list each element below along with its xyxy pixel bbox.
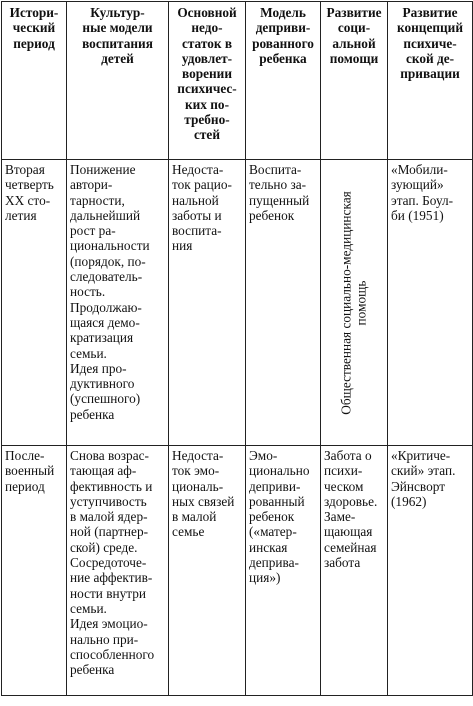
text-line: Развитие [326, 5, 382, 20]
text-line: Продолжаю- [70, 299, 142, 315]
text-line: рованный [249, 493, 305, 509]
text-line: ния [172, 238, 193, 254]
text-line: деприви- [255, 20, 311, 36]
table-row [2, 160, 473, 446]
deprivation-history-table [1, 1, 473, 696]
text-line: кратизация [70, 330, 134, 346]
text-line: автори- [70, 177, 113, 193]
text-line: Культур- [90, 5, 145, 20]
header-cultural-models [67, 2, 169, 160]
text-line: нальной [172, 192, 219, 208]
text-line: ность. [70, 284, 106, 300]
text-line: статок в [181, 35, 233, 51]
text-line: рост ра- [70, 223, 116, 239]
text-line: тельно за- [249, 177, 307, 193]
header-child-model [246, 2, 321, 160]
cell-social-help [321, 446, 388, 696]
cell-concepts [388, 160, 473, 446]
text-line: Эмо- [249, 448, 278, 463]
text-line: период [13, 35, 55, 51]
text-line: в малой [172, 509, 217, 525]
header-social-help [321, 2, 388, 160]
text-line: психи- [324, 463, 363, 479]
text-line: ческий [12, 20, 56, 36]
text-line: концепций [396, 20, 463, 36]
text-line: в малой ядер- [70, 509, 148, 525]
text-line: деприви- [249, 478, 301, 494]
text-line: Вторая [5, 162, 45, 177]
text-line: ные модели [82, 20, 153, 36]
text-line: Эйнсворт [391, 478, 446, 494]
cell-social-help-vertical [321, 160, 388, 446]
text-line: помощь [354, 280, 369, 325]
text-line: циональности [70, 238, 150, 254]
header-concepts [388, 2, 473, 160]
text-line: Основной [177, 5, 237, 20]
text-line: альной [332, 35, 376, 51]
text-line: способленного [70, 646, 155, 662]
text-line: тающая аф- [70, 463, 137, 479]
text-line: рованного [252, 35, 314, 51]
text-line: ребенка [70, 406, 115, 422]
text-line: военный [5, 463, 55, 479]
text-line: период [5, 478, 45, 494]
social-help-vertical-text [339, 191, 370, 414]
text-line: «Мобили- [391, 162, 448, 177]
text-line: стей [194, 127, 220, 143]
header-period [2, 2, 67, 160]
text-line: ние аффектив- [70, 570, 153, 586]
text-line: ский» этап. [391, 463, 456, 479]
text-line: Развитие [402, 5, 458, 20]
text-line: ких по- [184, 96, 230, 112]
text-line: забота [324, 555, 361, 571]
text-line: детей [101, 50, 134, 66]
text-line: зующий» [391, 177, 444, 193]
text-line: психиче- [403, 35, 457, 51]
text-line: семьи. [70, 600, 107, 616]
text-line: удовлет- [181, 50, 233, 66]
text-line: семье [172, 524, 205, 540]
table-row [2, 446, 473, 696]
cell-period [2, 446, 67, 696]
text-line: Сосредоточе- [70, 555, 147, 571]
text-line: (успешного) [70, 391, 141, 407]
text-line: летия [5, 207, 37, 223]
text-line: Недоста- [172, 448, 224, 463]
text-line: ных связей [172, 493, 235, 509]
text-line: пущенный [249, 192, 310, 208]
text-line: заботы и [172, 207, 222, 223]
text-line: Идея про- [70, 360, 127, 376]
text-line: Истори- [9, 5, 59, 20]
text-line: щаяся демо- [70, 314, 140, 330]
text-line: соци- [337, 20, 371, 36]
text-line: ной (партнер- [70, 524, 149, 540]
cell-main-deficit [169, 160, 246, 446]
cell-child-model [246, 160, 321, 446]
text-line: ности внутри [70, 585, 147, 601]
text-line: ской) среде. [70, 539, 138, 555]
text-line: уступчивость [70, 493, 147, 509]
text-line: помощи [329, 50, 379, 66]
text-line: ворении [181, 66, 233, 82]
text-line: дальнейший [70, 207, 141, 223]
text-line: Снова возрас- [70, 448, 149, 463]
text-line: («матер- [249, 524, 297, 540]
cell-concepts [388, 446, 473, 696]
text-line: XX сто- [5, 192, 51, 208]
text-line: психичес- [177, 81, 237, 97]
text-line: следователь- [70, 269, 143, 285]
text-line: ток рацио- [172, 177, 232, 193]
text-line: здоровье. [324, 493, 378, 509]
text-line: ской де- [405, 50, 455, 66]
text-line: Понижение [70, 162, 136, 177]
text-line: дуктивного [70, 376, 135, 392]
text-line: ческом [324, 478, 364, 494]
text-line: фективность и [70, 478, 153, 494]
text-line: деприва- [249, 555, 299, 571]
text-line: ция») [249, 570, 281, 586]
text-line: Идея эмоцио- [70, 616, 148, 632]
text-line: семьи. [70, 345, 107, 361]
text-line: привации [400, 66, 460, 82]
cell-child-model [246, 446, 321, 696]
text-line: ребенка [70, 662, 115, 678]
table-header-row [2, 2, 473, 160]
text-line: циональ- [172, 478, 224, 494]
text-line: «Критиче- [391, 448, 451, 463]
text-line: ребенка [259, 50, 307, 66]
text-line: воспита- [172, 223, 222, 239]
text-line: воспитания [82, 35, 153, 51]
text-line: требно- [184, 112, 230, 128]
text-line: Недоста- [172, 162, 224, 177]
text-line: щающая [324, 524, 373, 540]
text-line: Заме- [324, 509, 356, 525]
text-line: Воспита- [249, 162, 302, 177]
cell-cultural-models [67, 446, 169, 696]
header-main-deficit [169, 2, 246, 160]
text-line: ребенок [249, 509, 295, 525]
text-line: ционально [249, 463, 310, 479]
text-line: тарности, [70, 192, 125, 208]
cell-period [2, 160, 67, 446]
text-line: После- [5, 448, 45, 463]
text-line: Забота о [324, 448, 372, 463]
text-line: недо- [191, 20, 223, 36]
cell-main-deficit [169, 446, 246, 696]
text-line: ребенок [249, 207, 295, 223]
text-line: инская [249, 539, 288, 555]
text-line: семейная [324, 539, 377, 555]
text-line: Общественная социально-медицинская [338, 190, 354, 415]
text-line: (1962) [391, 493, 427, 509]
text-line: нально при- [70, 631, 139, 647]
cell-cultural-models [67, 160, 169, 446]
text-line: Модель [260, 5, 306, 20]
text-line: четверть [5, 177, 54, 193]
text-line: этап. Боул- [391, 192, 454, 208]
text-line: (порядок, по- [70, 253, 146, 269]
text-line: ток эмо- [172, 463, 220, 479]
text-line: би (1951) [391, 207, 444, 223]
